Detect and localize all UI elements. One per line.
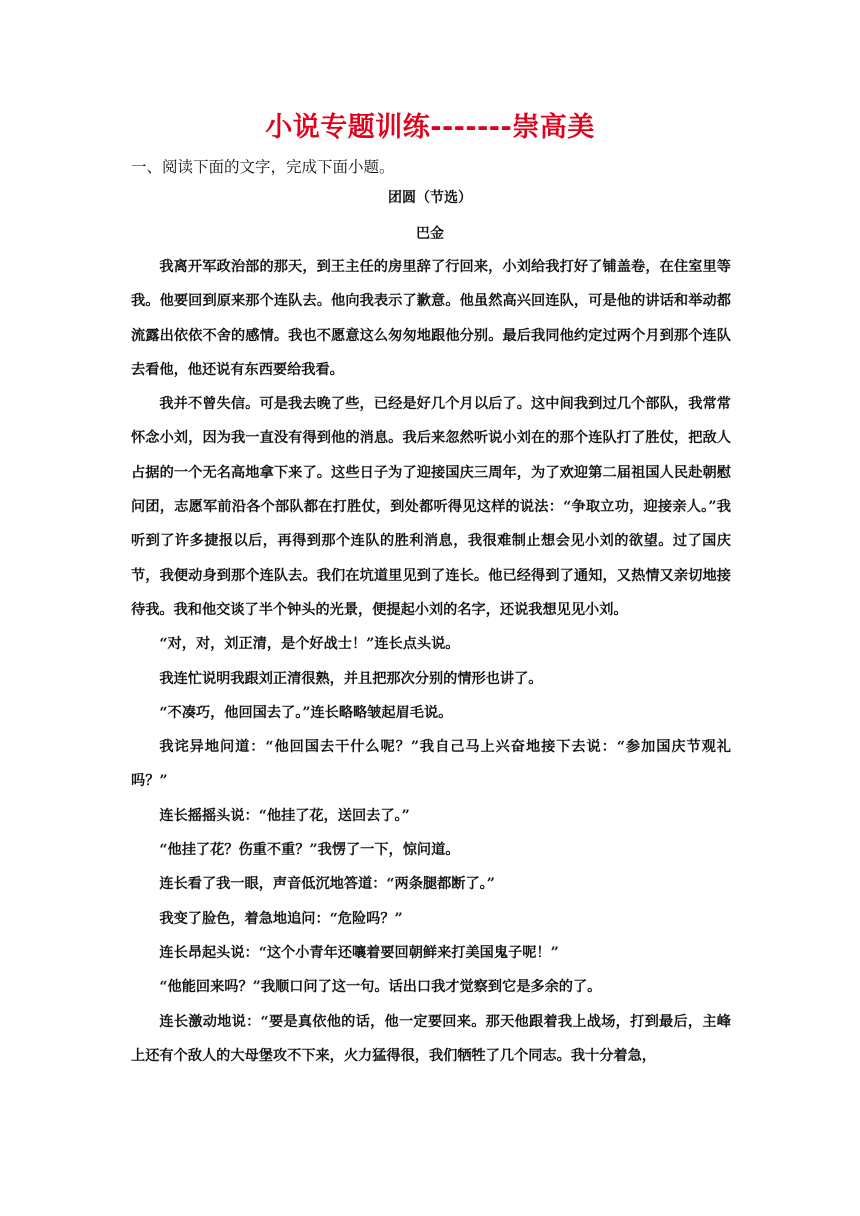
paragraph: “他能回来吗？”我顺口问了这一句。话出口我才觉察到它是多余的了。 (159, 979, 602, 996)
paragraph: 连长摇摇头说：“他挂了花，送回去了。” (159, 807, 410, 824)
paragraph: 我诧异地问道：“他回国去干什么呢？”我自己马上兴奋地接下去说：“参加国庆节观礼吗？” (131, 739, 731, 790)
paragraph: 我变了脸色，着急地追问：“危险吗？” (159, 910, 403, 927)
paragraph: “对，对，刘正清，是个好战士！”连长点头说。 (159, 636, 460, 653)
story-author: 巴金 (416, 226, 444, 242)
story-title: 团圆（节选） (388, 190, 472, 206)
paragraph: 连长激动地说：“要是真依他的话，他一定要回来。那天他跟着我上战场，打到最后，主峰上还有个敌人的大母堡攻不下来，火力猛得很，我们牺牲了几个同志。我十分着急， (131, 1013, 731, 1064)
page-title: 小说专题训练-------崇高美 (265, 112, 595, 143)
story-body (131, 250, 731, 1073)
paragraph: “他挂了花？伤重不重？”我愣了一下，惊问道。 (159, 842, 460, 859)
paragraph: 我连忙说明我跟刘正清很熟，并且把那次分别的情形也讲了。 (159, 670, 543, 687)
paragraph: 我离开军政治部的那天，到王主任的房里辞了行回来，小刘给我打好了铺盖卷，在住室里等我。他要回到原来那个连队去。他向我表示了歉意。他虽然高兴回连队，可是他的讲话和举动都流露出依依不舍的感情。我也不愿意这么匆匆地跟他分别。最后我同他约定过两个月到那个连队去看他，他还说有东西要给我看。 (131, 259, 731, 378)
paragraph: “不凑巧，他回国去了。”连长略略皱起眉毛说。 (159, 704, 453, 721)
paragraph: 连长看了我一眼，声音低沉地答道：“两条腿都断了。” (159, 876, 495, 893)
question-heading: 一、阅读下面的文字，完成下面小题。 (131, 158, 395, 176)
paragraph: 我并不曾失信。可是我去晚了些，已经是好几个月以后了。这中间我到过几个部队，我常常怀念小刘，因为我一直没有得到他的消息。我后来忽然听说小刘在的那个连队打了胜仗，把敌人占据的一个无名高地拿下来了。这些日子为了迎接国庆三周年，为了欢迎第二届祖国人民赴朝慰问团，志愿军前沿各个部队都在打胜仗，到处都听得见这样的说法：“争取立功，迎接亲人。”我听到了许多捷报以后，再得到那个连队的胜利消息，我很难制止想会见小刘的欲望。过了国庆节，我便动身到那个连队去。我们在坑道里见到了连长。他已经得到了通知，又热情又亲切地接待我。我和他交谈了半个钟头的光景，便提起小刘的名字，还说我想见见小刘。 (131, 396, 731, 618)
paragraph: 连长昂起头说：“这个小青年还嚷着要回朝鲜来打美国鬼子呢！” (159, 944, 559, 961)
